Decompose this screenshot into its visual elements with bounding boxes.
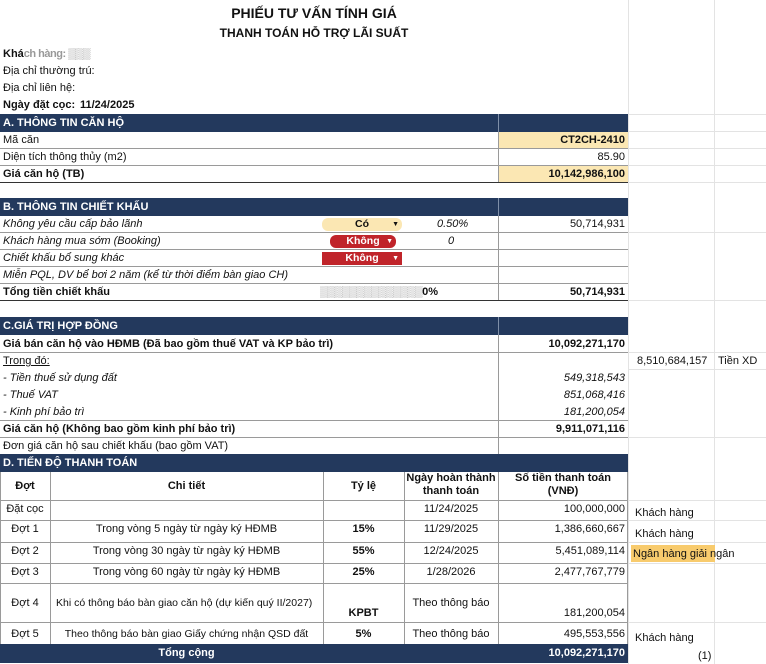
area-value: 85.90 xyxy=(597,151,625,163)
area-label: Diện tích thông thủy (m2) xyxy=(3,151,127,163)
price-label: Giá căn hộ (TB) xyxy=(3,168,85,180)
no-guarantee-label: Không yêu cầu cấp bảo lãnh xyxy=(3,218,143,230)
col-phase-header: Đợt xyxy=(15,480,35,492)
contract-price-value: 10,092,271,170 xyxy=(548,338,625,350)
table-row-phase: Đặt cọc xyxy=(6,503,44,515)
vat-value: 851,068,416 xyxy=(563,389,625,401)
contract-price-label: Giá bán căn hộ vào HĐMB (Đã bao gồm thuế VAT và KP bảo trì) xyxy=(3,338,334,350)
total-label: Tổng cộng xyxy=(158,647,215,659)
table-row-amount: 5,451,089,114 xyxy=(555,545,625,557)
section-a-header: A. THÔNG TIN CĂN HỘ xyxy=(0,114,628,132)
unit-code-label: Mã căn xyxy=(3,134,40,146)
table-row-detail: Khi có thông báo bàn giao căn hộ (dự kiến quý II/2027) xyxy=(56,597,313,609)
table-row-note: Khách hàng xyxy=(635,507,694,519)
table-row-detail: Trong vòng 5 ngày từ ngày ký HĐMB xyxy=(95,523,278,535)
maintenance-fee-value: 181,200,054 xyxy=(563,406,625,418)
table-row-note: Khách hàng xyxy=(635,528,694,540)
table-row-rate: 25% xyxy=(352,566,375,578)
unit-price-label: Đơn giá căn hộ sau chiết khấu (bao gồm VAT) xyxy=(3,440,229,452)
table-row-amount: 2,477,767,779 xyxy=(554,566,625,578)
col-due-date-header: Ngày hoàn thành thanh toán xyxy=(406,472,496,497)
table-row-amount: 100,000,000 xyxy=(563,503,625,515)
table-row-date: 11/24/2025 xyxy=(423,503,479,515)
deposit-date-label: Ngày đặt cọc: xyxy=(3,99,76,111)
table-row-detail: Trong vòng 60 ngày từ ngày ký HĐMB xyxy=(92,566,281,578)
vat-label: - Thuế VAT xyxy=(3,389,58,401)
table-row-detail: Theo thông báo bàn giao Giấy chứng nhận QSD đất xyxy=(64,628,309,640)
guarantee-amount: 50,714,931 xyxy=(569,218,625,230)
table-row-amount: 181,200,054 xyxy=(563,607,625,619)
guarantee-dropdown[interactable]: Có ▼ xyxy=(322,218,402,231)
total-discount-amount: 50,714,931 xyxy=(569,286,625,298)
col-amount-header: Số tiền thanh toán (VNĐ) xyxy=(515,472,611,497)
table-row-amount: 495,553,556 xyxy=(563,628,625,640)
maintenance-fee-label: - Kinh phí bảo trì xyxy=(3,406,85,418)
col-rate-header: Tỷ lệ xyxy=(350,480,377,492)
extra-discount-label: Chiết khấu bổ sung khác xyxy=(3,252,125,264)
extra-discount-dropdown[interactable]: Không ▼ xyxy=(322,252,402,265)
table-row-rate: KPBT xyxy=(348,607,379,619)
booking-rate: 0 xyxy=(448,235,455,247)
booking-dropdown[interactable]: Không ▼ xyxy=(330,235,396,248)
table-row-date: Theo thông báo xyxy=(412,597,490,609)
booking-label: Khách hàng mua sớm (Booking) xyxy=(3,235,161,247)
land-fee-label: - Tiền thuế sử dụng đất xyxy=(3,372,117,384)
total-value: 10,092,271,170 xyxy=(548,647,625,659)
land-fee-value: 549,318,543 xyxy=(563,372,625,384)
deposit-date-value: 11/24/2025 xyxy=(80,99,135,111)
section-d-header: D. TIẾN ĐỘ THANH TOÁN xyxy=(0,454,628,472)
contact-address-label: Địa chỉ liên hệ: xyxy=(3,82,76,94)
form-title: PHIẾU TƯ VẤN TÍNH GIÁ xyxy=(231,5,397,21)
pool-fee-waiver-label: Miễn PQL, DV bể bơi 2 năm (kể từ thời điểm bàn giao CH) xyxy=(3,269,289,281)
table-row-phase: Đợt 3 xyxy=(11,566,39,578)
table-row-phase: Đợt 1 xyxy=(11,523,39,535)
net-price-value: 9,911,071,116 xyxy=(555,423,625,435)
table-row-rate: 55% xyxy=(352,545,375,557)
table-row-rate: 5% xyxy=(355,628,372,640)
table-row-phase: Đợt 5 xyxy=(11,628,39,640)
table-row-note: Khách hàng xyxy=(635,632,694,644)
table-row-date: 12/24/2025 xyxy=(423,545,479,557)
table-row-date: 1/28/2026 xyxy=(426,566,476,578)
table-row-phase: Đợt 2 xyxy=(11,545,39,557)
construction-cost-value: 8,510,684,157 xyxy=(637,355,708,367)
price-value: 10,142,986,100 xyxy=(548,168,625,180)
total-discount-rate: ▒▒▒▒▒▒▒▒▒▒▒▒▒▒0% xyxy=(320,286,439,298)
footnote-marker: (1) xyxy=(698,650,712,662)
including-label: Trong đó: xyxy=(3,355,50,367)
section-b-header: B. THÔNG TIN CHIẾT KHẤU xyxy=(0,198,628,216)
form-subtitle: THANH TOÁN HỖ TRỢ LÃI SUẤT xyxy=(219,26,409,40)
table-row-amount: 1,386,660,667 xyxy=(554,523,625,535)
unit-code-value: CT2CH-2410 xyxy=(560,134,625,146)
table-row-phase: Đợt 4 xyxy=(11,597,39,609)
section-c-header: C.GIÁ TRỊ HỢP ĐỒNG xyxy=(0,317,628,335)
net-price-label: Giá căn hộ (Không bao gồm kinh phí bảo trì) xyxy=(3,423,236,435)
construction-cost-label: Tiền XD xyxy=(718,355,758,367)
table-row-detail: Trong vòng 30 ngày từ ngày ký HĐMB xyxy=(92,545,281,557)
permanent-address-label: Địa chỉ thường trú: xyxy=(3,65,95,77)
col-detail-header: Chi tiết xyxy=(167,480,206,492)
customer-name-label: Khách hàng: ▒▒▒ xyxy=(3,48,91,60)
total-discount-label: Tổng tiền chiết khấu xyxy=(3,286,110,298)
table-row-note: Ngân hàng giải ngân xyxy=(633,548,735,560)
table-row-date: Theo thông báo xyxy=(412,628,490,640)
table-row-rate: 15% xyxy=(352,523,375,535)
guarantee-rate: 0.50% xyxy=(437,218,469,230)
table-row-date: 11/29/2025 xyxy=(423,523,479,535)
total-row xyxy=(0,644,628,663)
